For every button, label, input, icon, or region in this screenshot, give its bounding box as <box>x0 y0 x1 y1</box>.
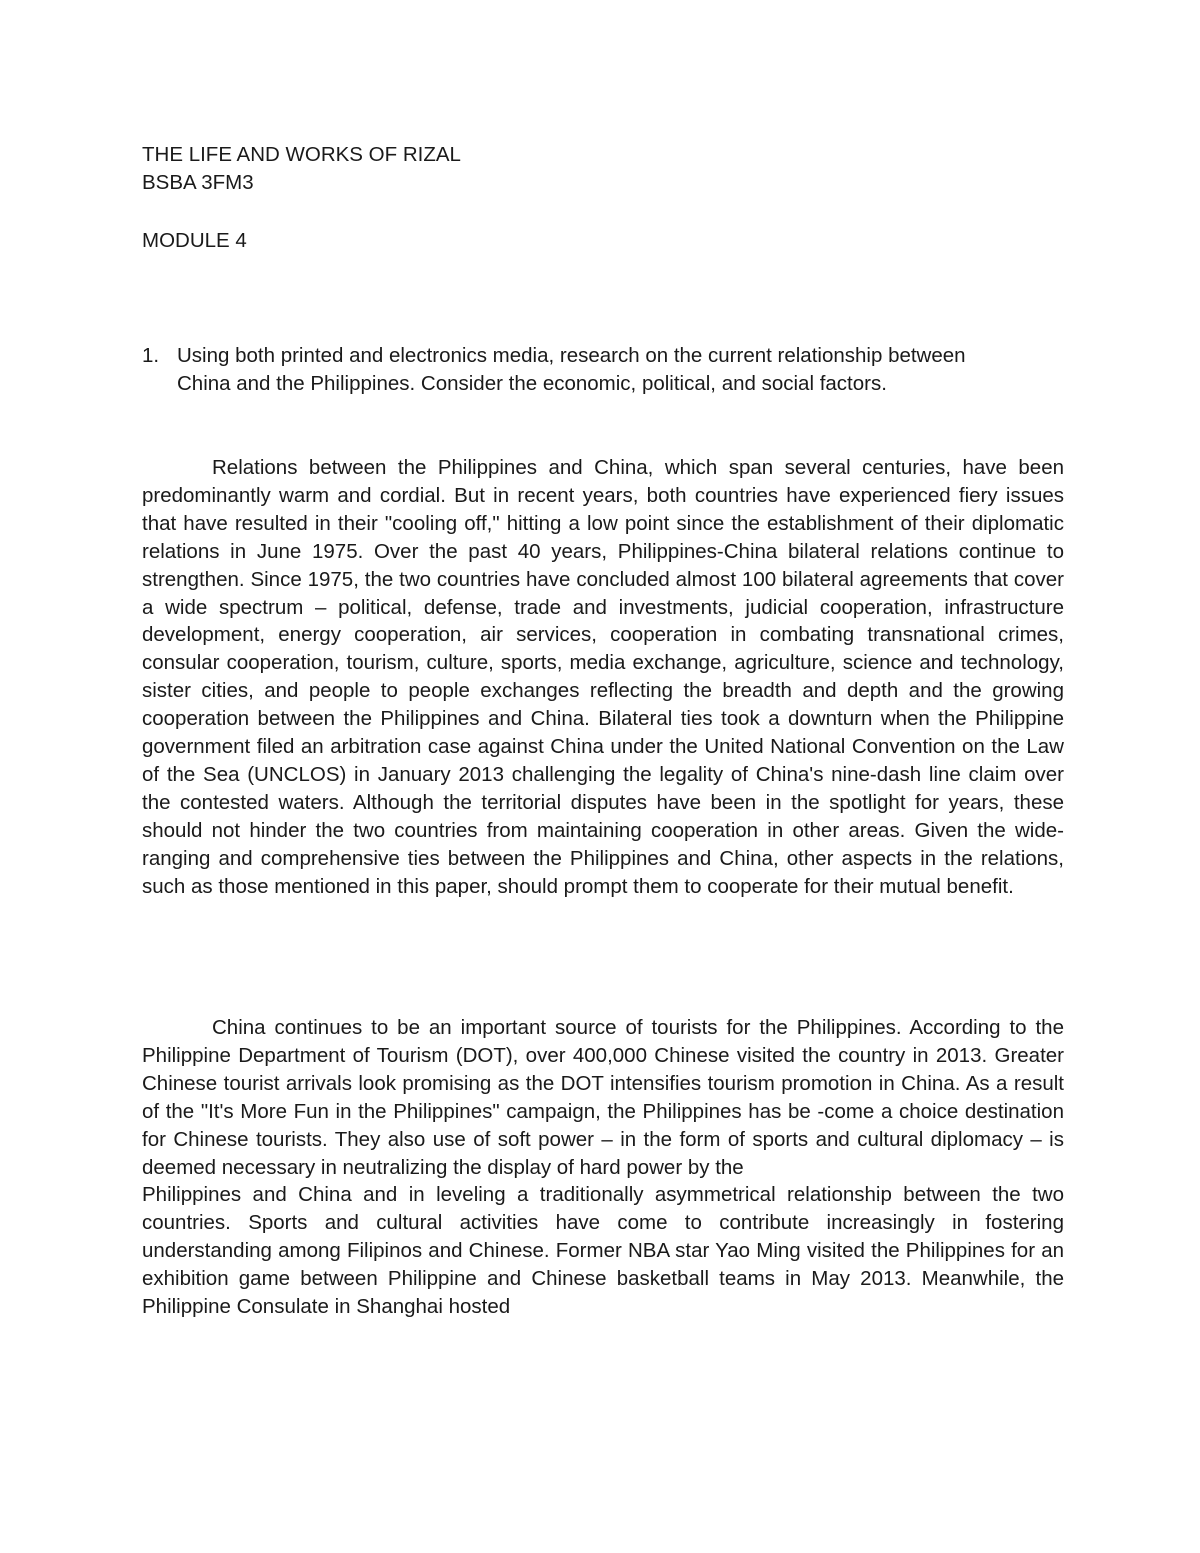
section-code: BSBA 3FM3 <box>142 171 254 194</box>
body-paragraph-2-text: China continues to be an important source of tourists for the Philippines. According to the Philippine Department of Tourism (DOT), over 400,000 Chinese visited the country in 2013. Greater Chinese tourist arrivals look promising as the DOT intensifies tourism promotion in China. As a result of the "It's More Fun in the Philippines" campaign, the Philippines has be -come a choice destination for Chinese tourists. They also use of soft power – in the form of sports and cultural diplomacy – is deemed necessary in neutralizing the display of hard power by the <box>142 1016 1064 1179</box>
body-paragraph-2-continuation: Philippines and China and in leveling a traditionally asymmetrical relationship between the two countries. Sports and cultural activities have come to contribute increasingly in fostering understanding among Filipinos and Chinese. Former NBA star Yao Ming visited the Philippines for an exhibition game between Philippine and Chinese basketball teams in May 2013. Meanwhile, the Philippine Consulate in Shanghai hosted <box>142 1183 1064 1319</box>
question-item <box>142 342 1022 397</box>
module-label: MODULE 4 <box>142 229 247 252</box>
question-text: Using both printed and electronics media, research on the current relationship between China and the Philippines. Consider the economic, political, and social factors. <box>177 344 966 395</box>
body-paragraph-1: Relations between the Philippines and China, which span several centuries, have been predominantly warm and cordial. But in recent years, both countries have experienced fiery issues that have resulted in their "cooling off," hitting a low point since the establishment of their diplomatic relations in June 1975. Over the past 40 years, Philippines-China bilateral relations continue to strengthen. Since 1975, the two countries have concluded almost 100 bilateral agreements that cover a wide spectrum – political, defense, trade and investments, judicial cooperation, infrastructure development, energy cooperation, air services, cooperation in combating transnational crimes, consular cooperation, tourism, culture, sports, media exchange, agriculture, science and technology, sister cities, and people to people exchanges reflecting the breadth and depth and the growing cooperation between the Philippines and China. Bilateral ties took a downturn when the Philippine government filed an arbitration case against China under the United National Convention on the Law of the Sea (UNCLOS) in January 2013 challenging the legality of China's nine-dash line claim over the contested waters. Although the territorial disputes have been in the spotlight for years, these should not hinder the two countries from maintaining cooperation in other areas. Given the wide-ranging and comprehensive ties between the Philippines and China, other aspects in the relations, such as those mentioned in this paper, should prompt them to cooperate for their mutual benefit. <box>142 456 1064 898</box>
question-number: 1. <box>142 344 160 367</box>
document-title: THE LIFE AND WORKS OF RIZAL <box>142 143 461 166</box>
body-paragraph-2 <box>142 1014 1064 1321</box>
